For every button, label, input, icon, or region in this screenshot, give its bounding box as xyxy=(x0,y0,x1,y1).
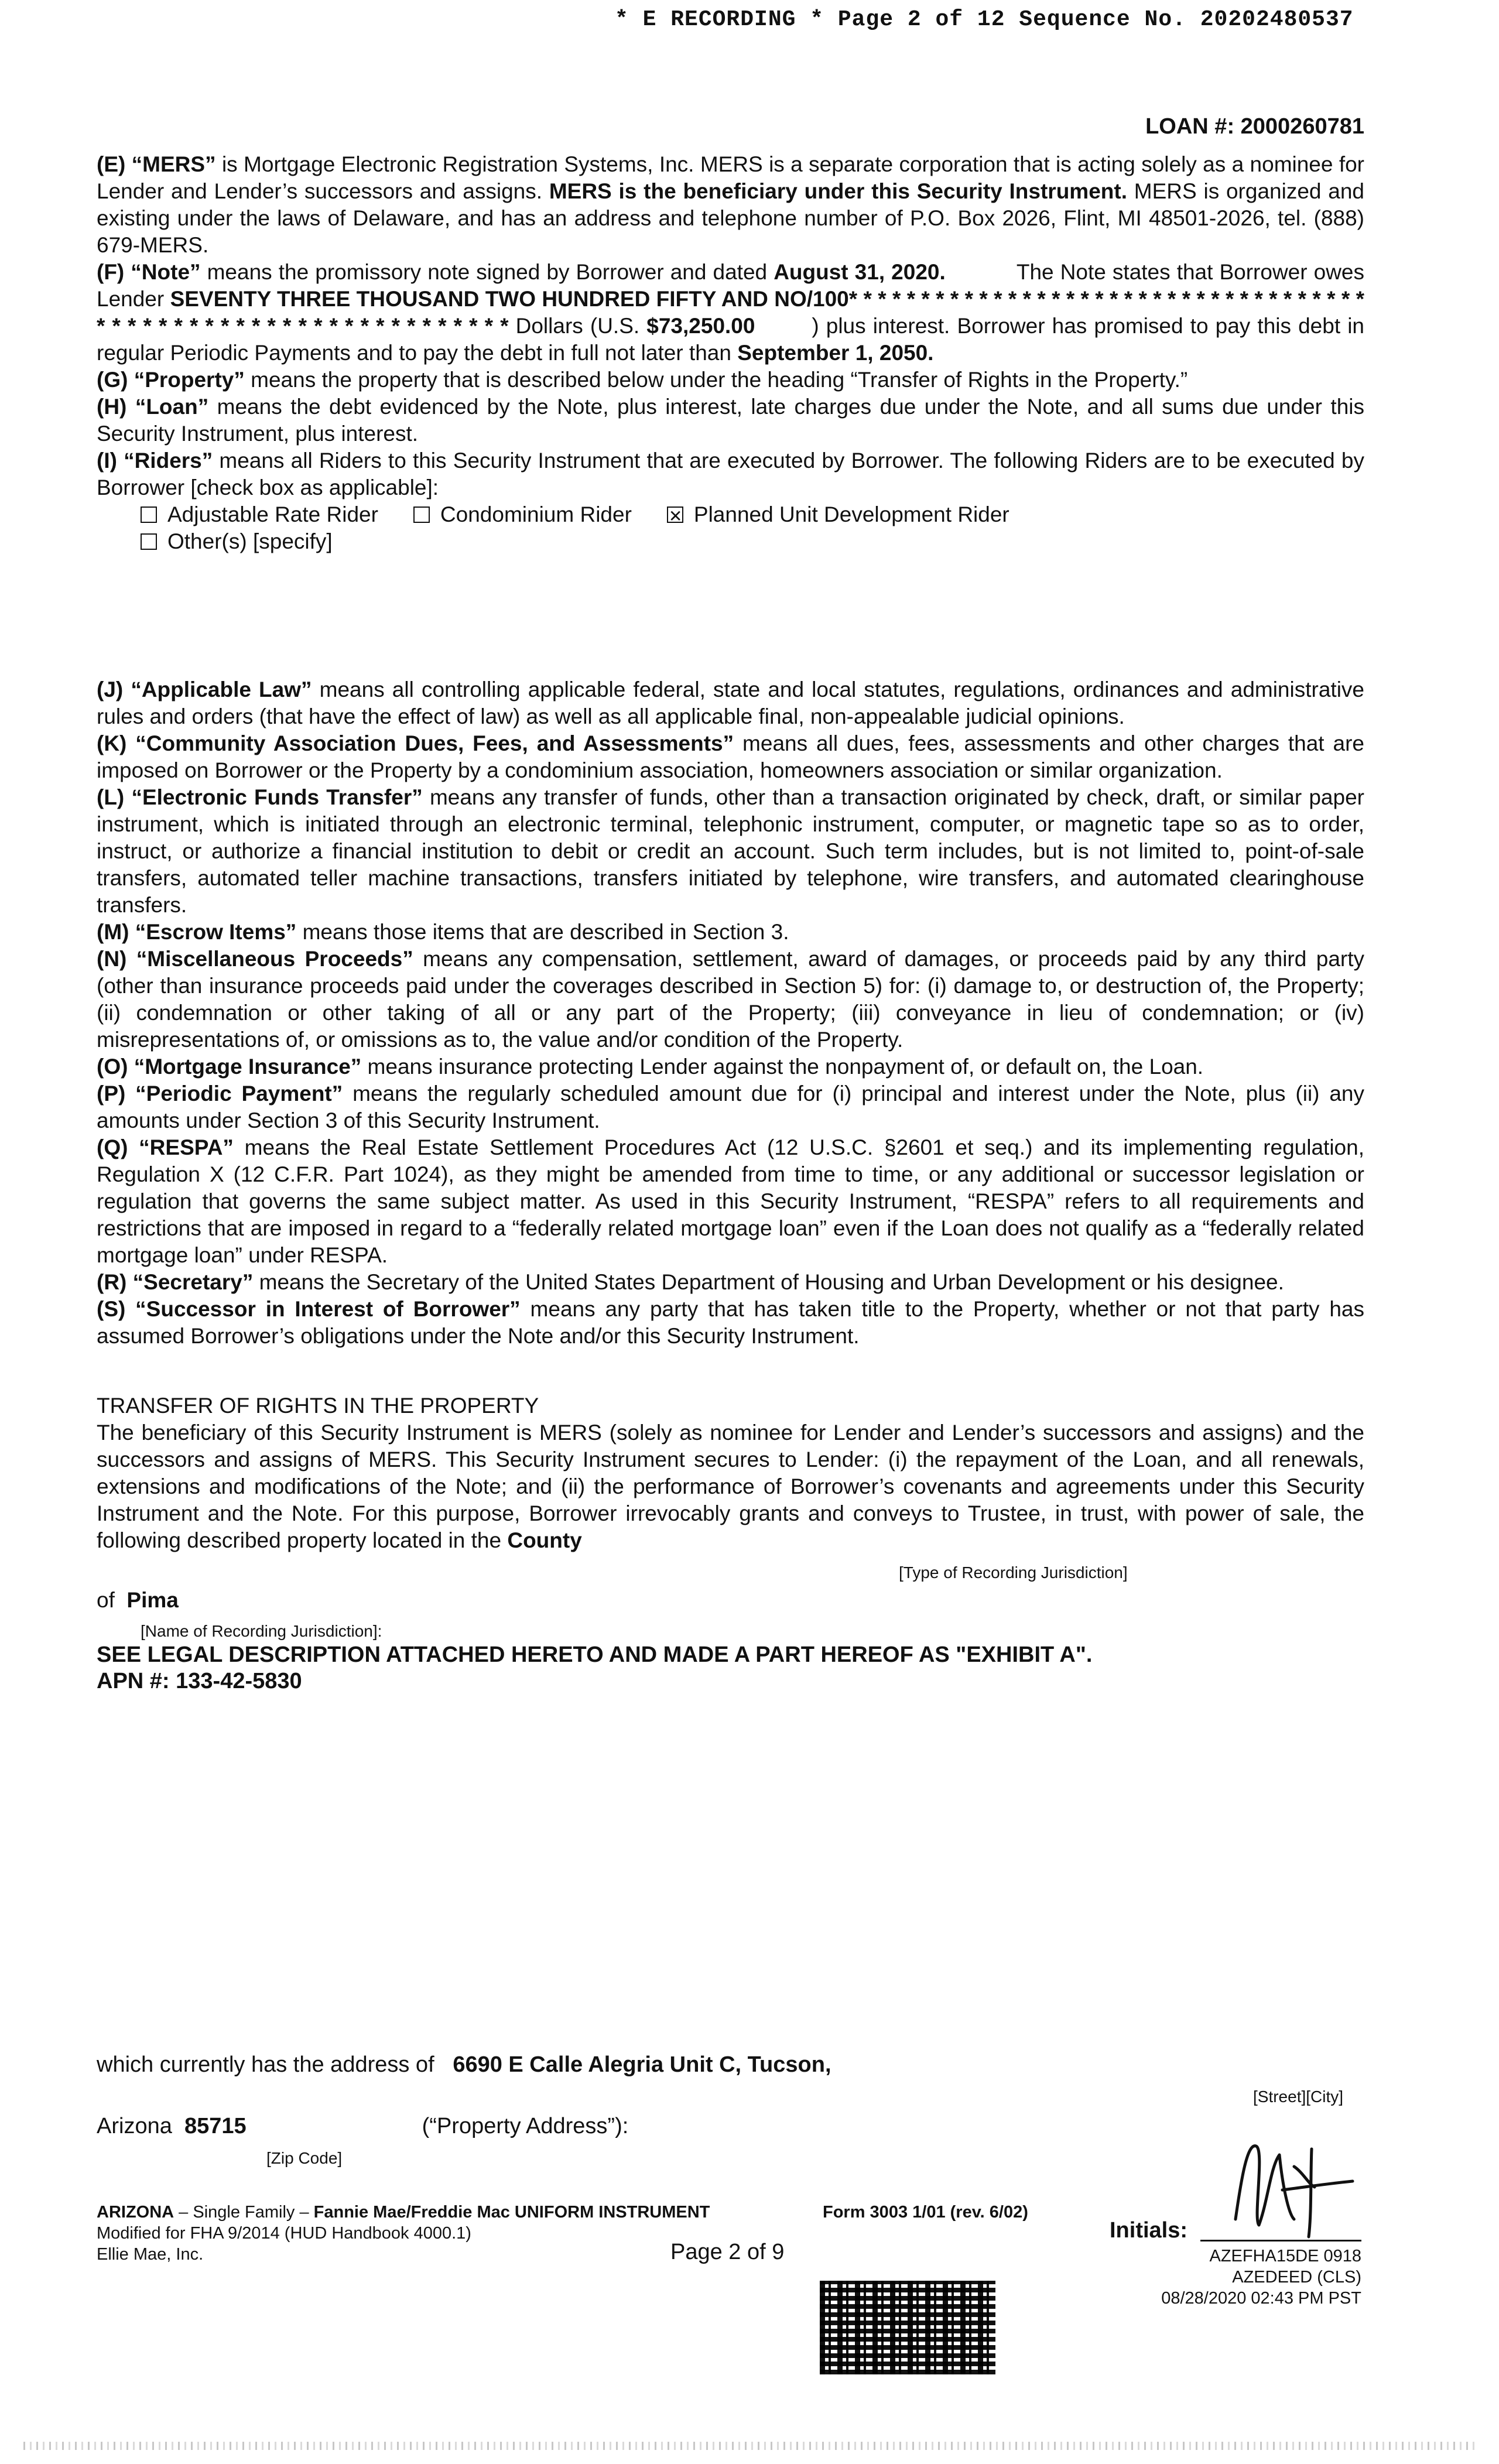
riders-row-1 xyxy=(141,501,1364,528)
definition-j: (J) “Applicable Law” means all controlling applicable federal, state and local statutes, regulations, ordinances and administrative rules and orders (that have the effect of law) as well as all applicable final, non-appealable judicial opinions. xyxy=(97,677,1364,728)
jurisdiction-type-caption: [Type of Recording Jurisdiction] xyxy=(899,1563,1128,1582)
note-date: August 31, 2020. xyxy=(774,260,946,284)
loan-number: LOAN #: 2000260781 xyxy=(1145,114,1364,139)
definition-m: (M) “Escrow Items” means those items that are described in Section 3. xyxy=(97,920,789,944)
definition-p: (P) “Periodic Payment” means the regularly scheduled amount due for (i) principal and interest under the Note, plus (ii) any amounts under Section 3 of this Security Instrument. xyxy=(97,1082,1364,1132)
recording-header: * E RECORDING * Page 2 of 12 Sequence No. 20202480537 xyxy=(615,7,1354,32)
definitions-section-2 xyxy=(97,676,1364,1350)
zip-code: 85715 xyxy=(184,2114,247,2138)
initials-signature xyxy=(1224,2131,1364,2249)
definition-o: (O) “Mortgage Insurance” means insurance protecting Lender against the nonpayment of, or default on, the Loan. xyxy=(97,1055,1204,1079)
legal-description: SEE LEGAL DESCRIPTION ATTACHED HERETO AND MADE A PART HEREOF AS "EXHIBIT A". xyxy=(97,1642,1093,1667)
checkbox-icon[interactable] xyxy=(141,533,157,550)
maturity-date: September 1, 2050. xyxy=(737,341,934,365)
jurisdiction-name-caption: [Name of Recording Jurisdiction]: xyxy=(141,1622,382,1640)
jurisdiction-name: Pima xyxy=(126,1588,179,1612)
loan-amount-words: SEVENTY THREE THOUSAND TWO HUNDRED FIFTY AND NO/100* * * * * * * * * * * * * * * * * * * * * * * * * * * * * * * * * * * * * * * * * * * * * * * * * * * * * * * * * * * * * * * xyxy=(97,287,1364,338)
street-city-caption: [Street][City] xyxy=(1253,2087,1344,2106)
transfer-heading: TRANSFER OF RIGHTS IN THE PROPERTY xyxy=(97,1394,539,1418)
footer-right xyxy=(1161,2246,1361,2309)
definition-f: (F) “Note” means the promissory note signed by Borrower and dated August 31, 2020. The Note states that Borrower owes Lender SEVENTY THREE THOUSAND TWO HUNDRED FIFTY AND NO/100* * * * * * * * * * * * * * * * * * * * * * * * * * * * * * * * * * * * * * * * * * * * * * * * * * * * * * * * * * * * * * * Dollars (U.S. $73,250.00 ) plus interest. Borrower has promised to pay this debt in regular Periodic Payments and to pay the debt in full not later than September 1, 2050. xyxy=(97,260,1371,365)
checkbox-icon[interactable] xyxy=(141,507,157,523)
footer-form-number: Form 3003 1/01 (rev. 6/02) xyxy=(823,2203,1028,2222)
zip-code-caption: [Zip Code] xyxy=(266,2149,343,2167)
definition-i: (I) “Riders” means all Riders to this Security Instrument that are executed by Borrower. The following Riders are to be executed by Borrower [check box as applicable]: xyxy=(97,449,1364,499)
apn-number: APN #: 133-42-5830 xyxy=(97,1669,302,1693)
definition-r: (R) “Secretary” means the Secretary of the United States Department of Housing and Urban Development or his designee. xyxy=(97,1270,1284,1294)
rider-condominium[interactable]: Condominium Rider xyxy=(413,501,632,528)
jurisdiction-of-line: of Pima xyxy=(97,1588,179,1612)
definitions-section xyxy=(97,151,1371,555)
address-line: which currently has the address of 6690 E Calle Alegria Unit C, Tucson, xyxy=(97,2052,831,2077)
page-number: Page 2 of 9 xyxy=(670,2240,785,2264)
definition-g: (G) “Property” means the property that is described below under the heading “Transfer of Rights in the Property.” xyxy=(97,368,1188,392)
scan-noise xyxy=(23,2442,1476,2450)
rider-other[interactable]: Other(s) [specify] xyxy=(141,528,333,555)
definition-h: (H) “Loan” means the debt evidenced by the Note, plus interest, late charges due under the Note, and all sums due under this Security Instrument, plus interest. xyxy=(97,395,1364,446)
rider-adjustable-rate[interactable]: Adjustable Rate Rider xyxy=(141,501,378,528)
checked-checkbox-icon[interactable] xyxy=(667,507,683,523)
definition-l: (L) “Electronic Funds Transfer” means any transfer of funds, other than a transaction originated by check, draft, or similar paper instrument, which is initiated through an electronic terminal, telephonic instrument, computer, or magnetic tape so as to order, instruct, or authorize a financial institution to debit or credit an account. Such term includes, but is not limited to, point-of-sale transfers, automated teller machine transactions, transfers initiated by telephone, wire transfers, and automated clearinghouse transfers. xyxy=(97,785,1364,917)
loan-amount: $73,250.00 xyxy=(646,314,755,338)
transfer-section xyxy=(97,1392,1364,1554)
footer-left xyxy=(97,2202,710,2265)
transfer-text: The beneficiary of this Security Instrument is MERS (solely as nominee for Lender and Lender’s successors and assigns) and the successors and assigns of MERS. This Security Instrument secures to Lender: (i) the repayment of the Loan, and all renewals, extensions and modifications of the Note; and (ii) the performance of Borrower’s covenants and agreements under this Security Instrument and the Note. For this purpose, Borrower irrevocably grants and conveys to Trustee, in trust, with power of sale, the following described property located in the County xyxy=(97,1421,1364,1552)
street-city: 6690 E Calle Alegria Unit C, Tucson, xyxy=(453,2052,831,2077)
footer-publisher: Ellie Mae, Inc. xyxy=(97,2245,204,2264)
rider-planned-unit-development[interactable]: ✕ Planned Unit Development Rider xyxy=(667,501,1009,528)
definition-e: (E) “MERS” is Mortgage Electronic Registration Systems, Inc. MERS is a separate corporation that is acting solely as a nominee for Lender and Lender’s successors and assigns. MERS is the beneficiary under this Security Instrument. MERS is organized and existing under the laws of Delaware, and has an address and telephone number of P.O. Box 2026, Flint, MI 48501-2026, tel. (888) 679-MERS. xyxy=(97,152,1365,257)
doc-code-2: AZEDEED (CLS) xyxy=(1232,2268,1361,2287)
doc-code-1: AZEFHA15DE 0918 xyxy=(1209,2247,1361,2265)
footer-fha-modification: Modified for FHA 9/2014 (HUD Handbook 4000.1) xyxy=(97,2224,471,2243)
checkbox-icon[interactable] xyxy=(413,507,430,523)
definition-k: (K) “Community Association Dues, Fees, and Assessments” means all dues, fees, assessments and other charges that are imposed on Borrower or the Property by a condominium association, homeowners association or similar organization. xyxy=(97,731,1364,782)
property-address-label: (“Property Address”): xyxy=(422,2114,629,2138)
timestamp: 08/28/2020 02:43 PM PST xyxy=(1161,2289,1361,2308)
jurisdiction-type: County xyxy=(507,1528,582,1552)
definition-q: (Q) “RESPA” means the Real Estate Settlement Procedures Act (12 U.S.C. §2601 et seq.) and its implementing regulation, Regulation X (12 C.F.R. Part 1024), as they might be amended from time to time, or any additional or successor legislation or regulation that governs the same subject matter. As used in this Security Instrument, “RESPA” refers to all requirements and restrictions that are imposed in regard to a “federally related mortgage loan” even if the Loan does not qualify as a “federally related mortgage loan” under RESPA. xyxy=(97,1135,1364,1267)
initials-label: Initials: xyxy=(1110,2218,1188,2243)
riders-row-2 xyxy=(141,528,1364,555)
definition-n: (N) “Miscellaneous Proceeds” means any compensation, settlement, award of damages, or proceeds paid by any third party (other than insurance proceeds paid under the coverages described in Section 5) for: (i) damage to, or destruction of, the Property; (ii) condemnation or other taking of all or any part of the Property; (iii) conveyance in lieu of condemnation; or (iv) misrepresentations of, or omissions as to, the value and/or condition of the Property. xyxy=(97,947,1364,1052)
state-zip-line: Arizona 85715 (“Property Address”): xyxy=(97,2114,629,2138)
barcode-icon xyxy=(820,2281,995,2374)
footer-form-title: ARIZONA – Single Family – Fannie Mae/Freddie Mac UNIFORM INSTRUMENT xyxy=(97,2203,710,2222)
definition-s: (S) “Successor in Interest of Borrower” means any party that has taken title to the Property, whether or not that party has assumed Borrower’s obligations under the Note and/or this Security Instrument. xyxy=(97,1297,1364,1348)
